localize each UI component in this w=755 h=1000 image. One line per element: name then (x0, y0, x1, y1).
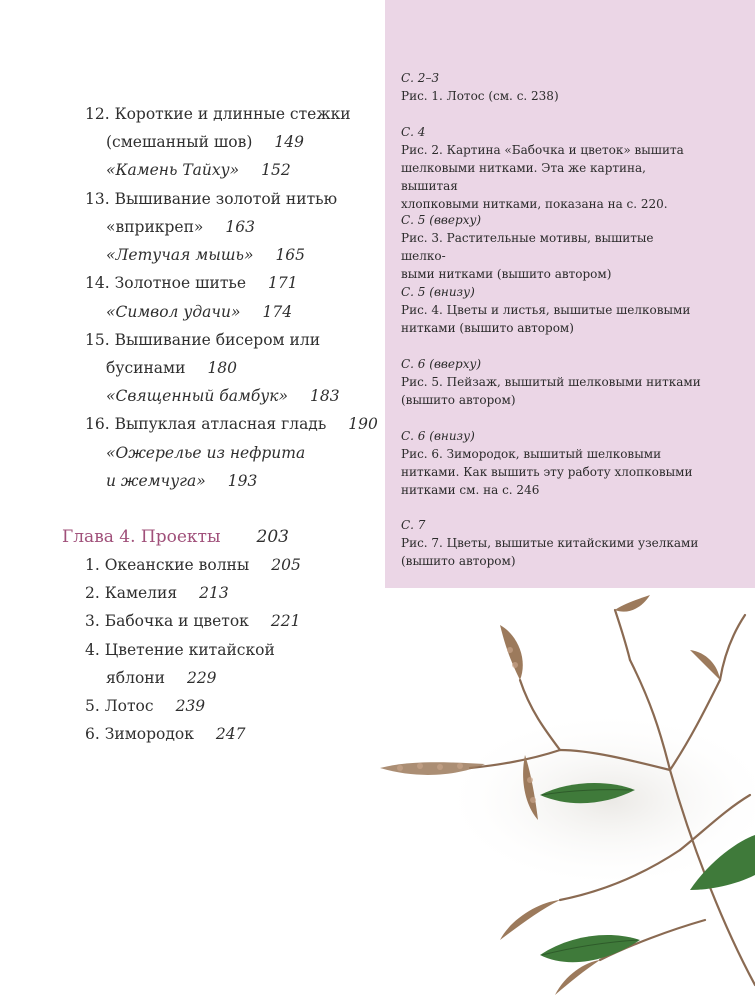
toc-entry[interactable]: «Летучая мышь» 165 (106, 246, 306, 264)
project-entry[interactable]: 1. Океанские волны 205 (85, 556, 301, 574)
caption: С. 5 (вверху) Рис. 3. Растительные мотивы, вышитые шелко- выми нитками (вышито автором) (401, 213, 654, 281)
toc-entry[interactable]: 12. Короткие и длинные стежки (85, 105, 351, 123)
toc-entry[interactable]: 15. Вышивание бисером или (85, 331, 321, 349)
toc-entry[interactable]: «Символ удачи» 174 (106, 303, 293, 321)
toc-entry[interactable]: «Камень Тайху» 152 (106, 161, 291, 179)
project-entry[interactable]: 3. Бабочка и цветок 221 (85, 612, 301, 630)
toc-entry[interactable]: 13. Вышивание золотой нитью (85, 190, 338, 208)
toc-entry[interactable]: «Священный бамбук» 183 (106, 387, 340, 405)
caption: С. 5 (внизу) Рис. 4. Цветы и листья, вышитые шелковыми нитками (вышито автором) (401, 285, 691, 335)
toc-entry[interactable]: бусинами 180 (106, 359, 238, 377)
project-entry[interactable]: 2. Камелия 213 (85, 584, 229, 602)
caption: С. 7 Рис. 7. Цветы, вышитые китайскими узелками (вышито автором) (401, 518, 699, 568)
toc-entry[interactable]: «Ожерелье из нефрита (106, 444, 306, 462)
caption: С. 6 (внизу) Рис. 6. Зимородок, вышитый шелковыми нитками. Как вышить эту работу хлопковыми нитками см. на с. 246 (401, 429, 693, 497)
project-entry[interactable]: 5. Лотос 239 (85, 697, 206, 715)
caption: С. 2–3 Рис. 1. Лотос (см. с. 238) (401, 71, 559, 103)
toc-entry[interactable]: 14. Золотное шитье 171 (85, 274, 298, 292)
toc-entry[interactable]: и жемчуга» 193 (106, 472, 258, 490)
toc-entry[interactable]: «вприкреп» 163 (106, 218, 255, 236)
caption: С. 4 Рис. 2. Картина «Бабочка и цветок» вышита шелковыми нитками. Эта же картина, вышитая хлопковыми нитками, показана на с. 220. (401, 125, 684, 211)
project-entry[interactable]: 6. Зимородок 247 (85, 725, 246, 743)
project-entry[interactable]: 4. Цветение китайской (85, 641, 275, 659)
project-entry[interactable]: яблони 229 (106, 669, 217, 687)
caption: С. 6 (вверху) Рис. 5. Пейзаж, вышитый шелковыми нитками (вышито автором) (401, 357, 701, 407)
chapter-heading[interactable]: Глава 4. Проекты 203 (62, 527, 289, 547)
plant-illustration (360, 590, 755, 1000)
toc-entry[interactable]: 16. Выпуклая атласная гладь 190 (85, 415, 378, 433)
toc-entry[interactable]: (смешанный шов) 149 (106, 133, 304, 151)
